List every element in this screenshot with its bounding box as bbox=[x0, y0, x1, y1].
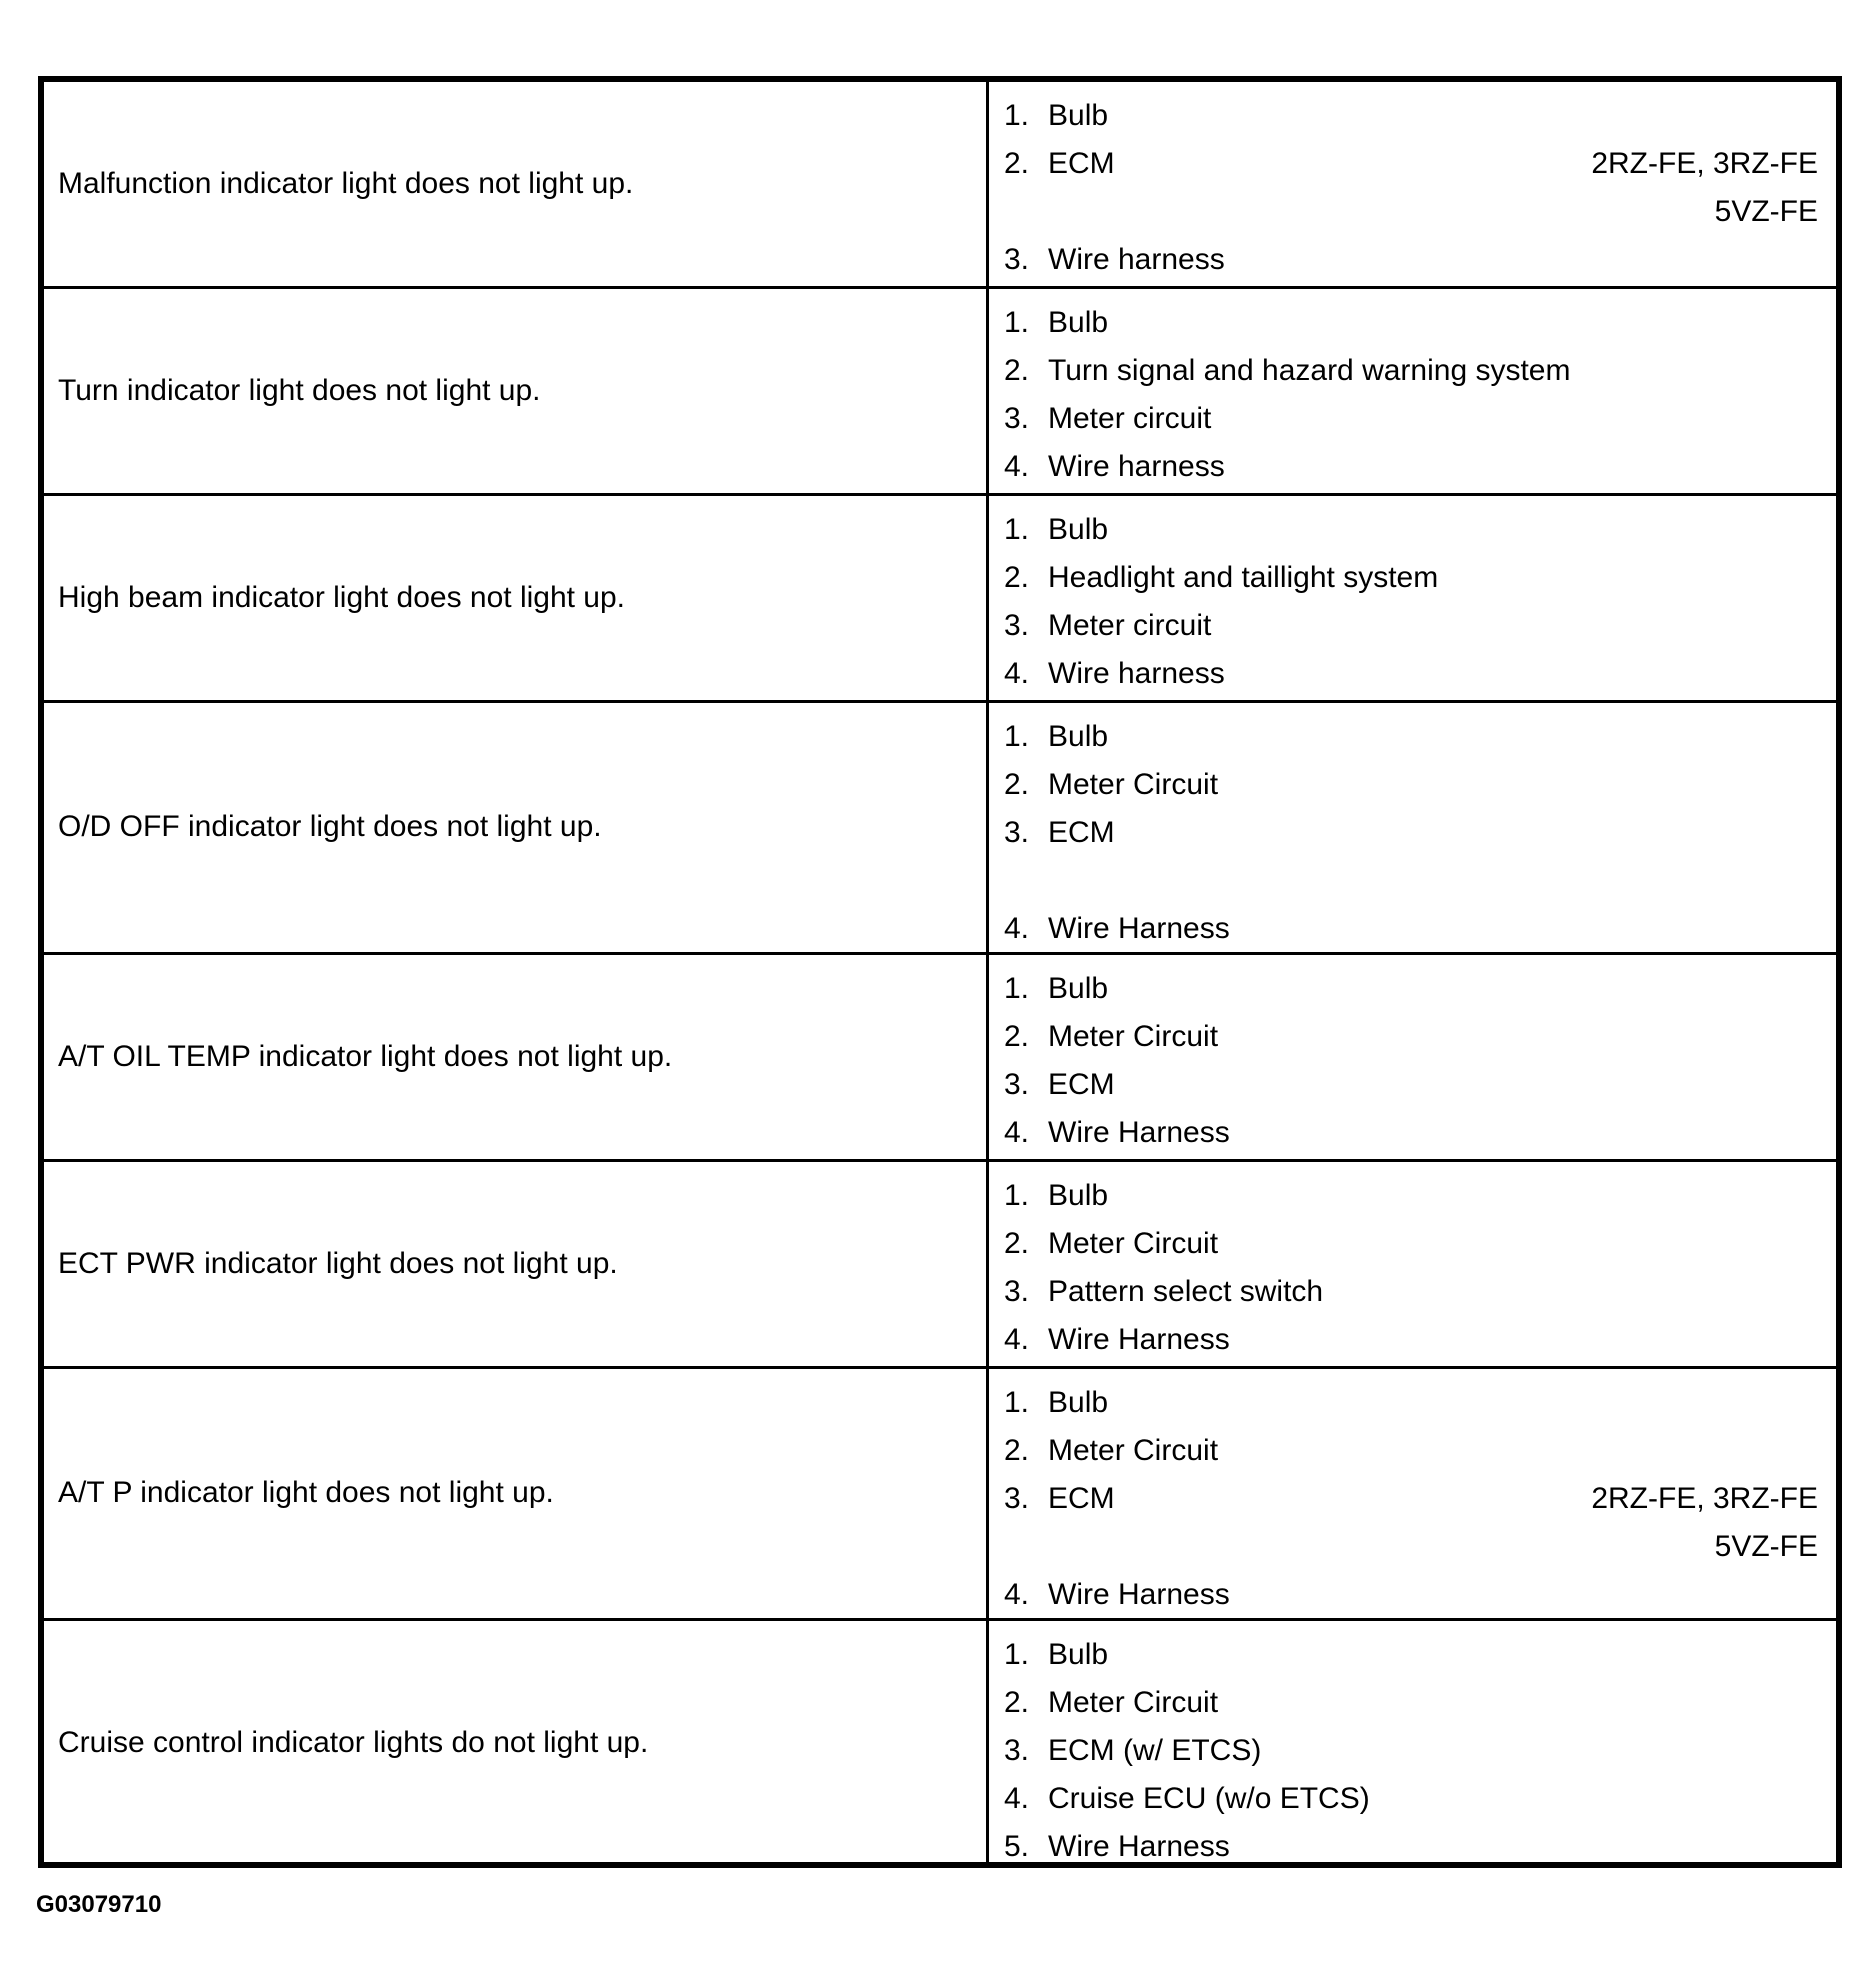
cause-item bbox=[1004, 443, 1818, 491]
cause-number: 4. bbox=[1004, 450, 1030, 483]
cause-item bbox=[1004, 92, 1818, 140]
cause-item bbox=[1004, 1823, 1818, 1871]
cause-item bbox=[1004, 1571, 1818, 1619]
cause-item bbox=[1004, 347, 1818, 395]
cause-text: Bulb bbox=[1048, 972, 1109, 1005]
cause-text: Pattern select switch bbox=[1048, 1275, 1324, 1308]
cause-item bbox=[1004, 1316, 1818, 1364]
cause-text: ECM (w/ ETCS) bbox=[1048, 1734, 1262, 1767]
cause-text: Meter Circuit bbox=[1048, 768, 1219, 801]
cause-number: 4. bbox=[1004, 1116, 1030, 1149]
symptom-cell: Turn indicator light does not light up. bbox=[58, 373, 541, 407]
cause-item bbox=[1004, 1775, 1818, 1823]
cause-item bbox=[1004, 905, 1818, 953]
symptom-cell: ECT PWR indicator light does not light up. bbox=[58, 1246, 618, 1280]
cause-text: Wire harness bbox=[1048, 243, 1225, 276]
symptom-cell: A/T OIL TEMP indicator light does not light up. bbox=[58, 1039, 673, 1073]
cause-text: Bulb bbox=[1048, 99, 1109, 132]
troubleshooting-table bbox=[38, 76, 1842, 1868]
cause-number: 3. bbox=[1004, 609, 1030, 642]
symptom-cell: A/T P indicator light does not light up. bbox=[58, 1476, 554, 1509]
cause-text: Wire Harness bbox=[1048, 912, 1230, 945]
cause-number: 1. bbox=[1004, 1179, 1030, 1212]
cause-text: ECM bbox=[1048, 147, 1115, 180]
cause-number: 1. bbox=[1004, 513, 1030, 546]
cause-text: Bulb bbox=[1048, 306, 1109, 339]
cause-item bbox=[1004, 1013, 1818, 1061]
cause-number: 2. bbox=[1004, 1020, 1030, 1053]
symptom-cell: Cruise control indicator lights do not light up. bbox=[58, 1726, 649, 1759]
cause-text: Bulb bbox=[1048, 1386, 1109, 1419]
engine-note: 2RZ-FE, 3RZ-FE bbox=[1591, 1482, 1818, 1515]
cause-item bbox=[1004, 188, 1818, 236]
cause-number: 1. bbox=[1004, 306, 1030, 339]
cause-item bbox=[1004, 1061, 1818, 1109]
cause-number: 5. bbox=[1004, 1830, 1030, 1863]
cause-number: 1. bbox=[1004, 972, 1030, 1005]
cause-item bbox=[1004, 1268, 1818, 1316]
cause-item bbox=[1004, 1379, 1818, 1427]
figure-id: G03079710 bbox=[36, 1891, 162, 1918]
table-row bbox=[44, 703, 1836, 955]
cause-text: Wire harness bbox=[1048, 657, 1225, 690]
cause-item bbox=[1004, 1220, 1818, 1268]
cause-text: Meter circuit bbox=[1048, 609, 1212, 642]
cause-item bbox=[1004, 506, 1818, 554]
cause-number: 2. bbox=[1004, 354, 1030, 387]
cause-number: 4. bbox=[1004, 1782, 1030, 1815]
cause-item bbox=[1004, 965, 1818, 1013]
cause-text: Wire harness bbox=[1048, 450, 1225, 483]
cause-item bbox=[1004, 809, 1818, 857]
cause-number: 1. bbox=[1004, 1638, 1030, 1671]
cause-text: Meter Circuit bbox=[1048, 1020, 1219, 1053]
cause-item bbox=[1004, 761, 1818, 809]
cause-text: Wire Harness bbox=[1048, 1116, 1230, 1149]
cause-text: Cruise ECU (w/o ETCS) bbox=[1048, 1782, 1370, 1815]
cause-number: 3. bbox=[1004, 1482, 1030, 1515]
cause-text: Wire Harness bbox=[1048, 1578, 1230, 1611]
table-row bbox=[44, 1369, 1836, 1621]
cause-item bbox=[1004, 1523, 1818, 1571]
cause-item bbox=[1004, 1172, 1818, 1220]
cause-number: 1. bbox=[1004, 1386, 1030, 1419]
cause-text: Bulb bbox=[1048, 1638, 1109, 1671]
cause-item bbox=[1004, 1109, 1818, 1157]
table-row bbox=[44, 955, 1836, 1162]
cause-text: Meter circuit bbox=[1048, 402, 1212, 435]
cause-number: 4. bbox=[1004, 1578, 1030, 1611]
cause-text: Meter Circuit bbox=[1048, 1227, 1219, 1260]
cause-item bbox=[1004, 554, 1818, 602]
cause-number: 2. bbox=[1004, 1227, 1030, 1260]
cause-item bbox=[1004, 395, 1818, 443]
cause-number: 2. bbox=[1004, 1434, 1030, 1467]
cause-text: Bulb bbox=[1048, 1179, 1109, 1212]
cause-text: ECM bbox=[1048, 1068, 1115, 1101]
cause-item bbox=[1004, 713, 1818, 761]
cause-item bbox=[1004, 1427, 1818, 1475]
cause-text: Bulb bbox=[1048, 513, 1109, 546]
cause-text: ECM bbox=[1048, 1482, 1115, 1515]
cause-item bbox=[1004, 602, 1818, 650]
table-row bbox=[44, 82, 1836, 289]
cause-text: Meter Circuit bbox=[1048, 1434, 1219, 1467]
symptom-cell: High beam indicator light does not light up. bbox=[58, 580, 626, 614]
cause-number: 3. bbox=[1004, 1734, 1030, 1767]
cause-number: 3. bbox=[1004, 816, 1030, 849]
cause-number: 2. bbox=[1004, 768, 1030, 801]
table-row bbox=[44, 1621, 1836, 1869]
cause-item bbox=[1004, 140, 1818, 188]
cause-number: 4. bbox=[1004, 912, 1030, 945]
cause-text: ECM bbox=[1048, 816, 1115, 849]
cause-number: 1. bbox=[1004, 720, 1030, 753]
symptom-cell: Malfunction indicator light does not light up. bbox=[58, 166, 634, 200]
cause-item bbox=[1004, 650, 1818, 698]
cause-text: Bulb bbox=[1048, 720, 1109, 753]
cause-number: 2. bbox=[1004, 1686, 1030, 1719]
engine-note: 5VZ-FE bbox=[1714, 1530, 1818, 1563]
cause-number: 1. bbox=[1004, 99, 1030, 132]
cause-number: 2. bbox=[1004, 147, 1030, 180]
cause-number: 3. bbox=[1004, 402, 1030, 435]
engine-note: 5VZ-FE bbox=[1714, 195, 1818, 228]
cause-number: 2. bbox=[1004, 561, 1030, 594]
cause-item bbox=[1004, 1679, 1818, 1727]
cause-text: Turn signal and hazard warning system bbox=[1048, 354, 1571, 387]
table-row bbox=[44, 496, 1836, 703]
cause-number: 3. bbox=[1004, 243, 1030, 276]
cause-text: Wire Harness bbox=[1048, 1323, 1230, 1356]
table-row bbox=[44, 289, 1836, 496]
cause-text: Wire Harness bbox=[1048, 1830, 1230, 1863]
cause-number: 3. bbox=[1004, 1275, 1030, 1308]
cause-item bbox=[1004, 1475, 1818, 1523]
cause-text: Headlight and taillight system bbox=[1048, 561, 1439, 594]
cause-item bbox=[1004, 299, 1818, 347]
cause-item bbox=[1004, 236, 1818, 284]
cause-item bbox=[1004, 857, 1818, 905]
cause-text: Meter Circuit bbox=[1048, 1686, 1219, 1719]
cause-number: 4. bbox=[1004, 1323, 1030, 1356]
cause-number: 3. bbox=[1004, 1068, 1030, 1101]
cause-number: 4. bbox=[1004, 657, 1030, 690]
symptom-cell: O/D OFF indicator light does not light up. bbox=[58, 810, 602, 843]
cause-item bbox=[1004, 1727, 1818, 1775]
cause-item bbox=[1004, 1631, 1818, 1679]
engine-note: 2RZ-FE, 3RZ-FE bbox=[1591, 147, 1818, 180]
table-row bbox=[44, 1162, 1836, 1369]
